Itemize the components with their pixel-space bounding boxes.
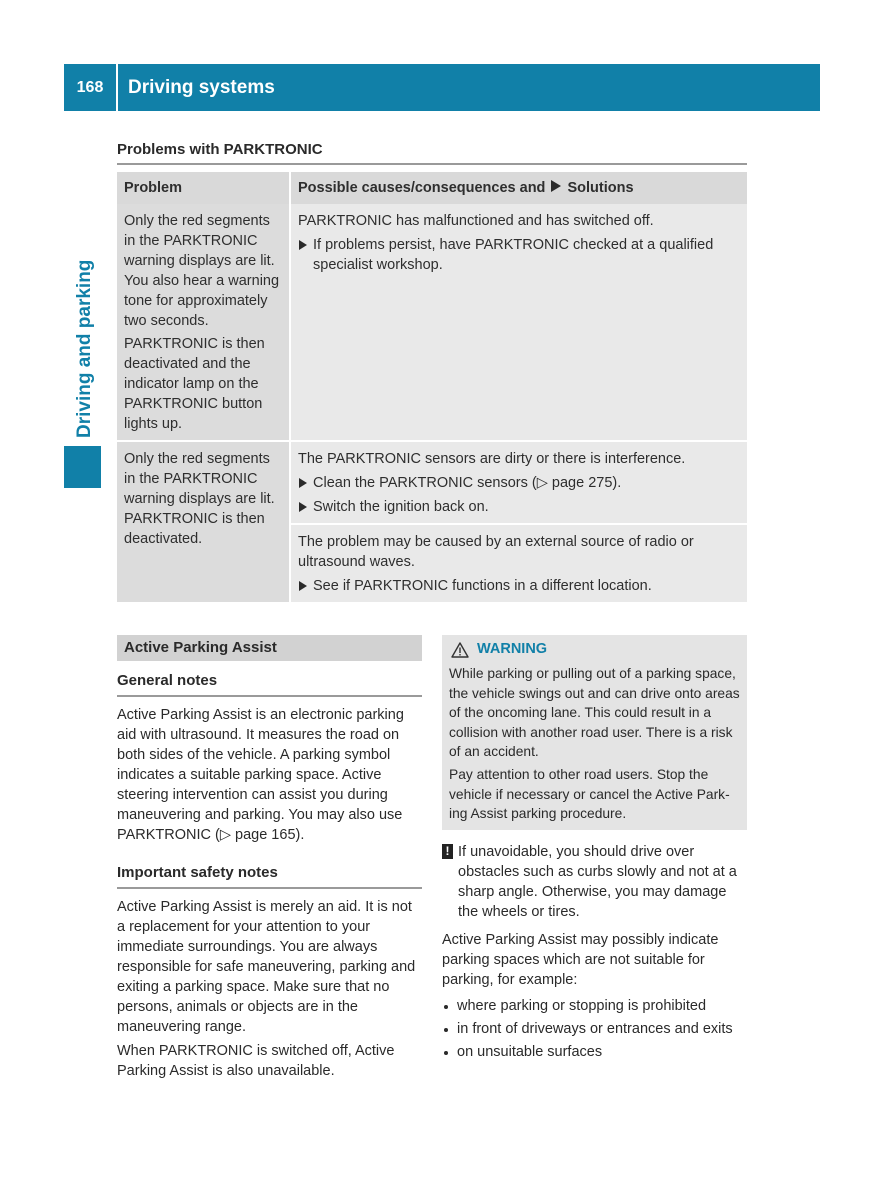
solution-cell <box>290 204 747 441</box>
list-item: on unsuitable surfaces <box>442 1042 747 1062</box>
table-row <box>117 441 747 524</box>
problem-text: Only the red segments in the PARKTRONIC warning displays are lit. You also hear a warning tone for approximately two seconds. <box>124 213 280 329</box>
page-title: Driving systems <box>128 76 275 98</box>
solution-cell <box>290 524 747 602</box>
col-problem-header: Problem <box>117 172 290 204</box>
left-column <box>117 635 422 1081</box>
warning-text: Pay attention to other road users. Stop the vehicle if necessary or cancel the Active Park-ing Assist parking procedure. <box>449 766 730 822</box>
arrow-right-icon <box>551 180 561 192</box>
solution-step <box>298 473 740 493</box>
cause-text: The problem may be caused by an external source of radio or ultrasound waves. <box>298 534 694 570</box>
step-text: Switch the ignition back on. <box>313 499 489 515</box>
col-causes-label-b: Solutions <box>567 180 634 196</box>
exclamation-icon: ! <box>442 844 453 859</box>
note-text: If unavoidable, you should drive over obstacles such as curbs slowly and not at a sharp angle. Otherwise, you may damage the wheels or tires. <box>458 843 737 920</box>
step-arrow-icon <box>299 478 307 488</box>
problem-cell <box>117 441 290 602</box>
step-text: If problems persist, have PARKTRONIC checked at a qualified specialist workshop. <box>313 237 714 273</box>
table-row <box>117 204 747 441</box>
active-parking-title: Active Parking Assist <box>117 635 422 661</box>
solution-cell <box>290 441 747 524</box>
safety-notes-title: Important safety notes <box>117 863 422 889</box>
step-arrow-icon <box>299 581 307 591</box>
solution-step <box>298 576 740 596</box>
col-causes-label-a: Possible causes/consequences and <box>298 180 546 196</box>
page-header <box>64 64 820 111</box>
right-column <box>442 635 747 1062</box>
safety-notes-text: Active Parking Assist is merely an aid. It is not a replacement for your attention to your immediate surroundings. You are always responsible for safe maneuvering, parking and exiting a parking space. Make sure that no persons, animals or objects are in the maneuvering range. <box>117 899 416 1035</box>
warning-label: WARNING <box>477 641 548 658</box>
problems-title: Problems with PARKTRONIC <box>117 141 747 165</box>
problem-text: Only the red segments in the PARKTRONIC warning displays are lit. PARKTRONIC is then deactivated. <box>124 451 275 547</box>
solution-step <box>298 497 740 517</box>
warning-header <box>449 639 740 661</box>
step-arrow-icon <box>299 240 307 250</box>
general-notes-title: General notes <box>117 671 422 697</box>
general-notes-text: Active Parking Assist is an electronic parking aid with ultrasound. It measures the road on both sides of the vehicle. A parking symbol indicates a suitable parking space. Active steering intervention can assist you during maneuvering and parking. You may also use PARKTRONIC (▷ page 165). <box>117 707 404 843</box>
page-number: 168 <box>64 64 118 111</box>
col-causes-header <box>290 172 747 204</box>
table-header-row <box>117 172 747 204</box>
solution-step <box>298 235 740 275</box>
step-arrow-icon <box>299 502 307 512</box>
step-text: Clean the PARKTRONIC sensors (▷ page 275). <box>313 475 622 491</box>
warning-text: While parking or pulling out of a parking space, the vehicle swings out and can drive onto areas of the oncoming lane. This could result in a collision with another road user. There is a risk of an accident. <box>449 666 740 760</box>
cause-text: PARKTRONIC has malfunctioned and has switched off. <box>298 213 654 229</box>
warning-triangle-icon <box>451 642 469 658</box>
problem-cell <box>117 204 290 441</box>
list-item: where parking or stopping is prohibited <box>442 996 747 1016</box>
cause-text: The PARKTRONIC sensors are dirty or there is interference. <box>298 451 686 467</box>
problem-text: PARKTRONIC is then deactivated and the indicator lamp on the PARKTRONIC button lights up. <box>124 336 265 432</box>
warning-box <box>442 635 747 830</box>
step-text: See if PARKTRONIC functions in a different location. <box>313 578 652 594</box>
safety-notes-text: When PARKTRONIC is switched off, Active Parking Assist is also unavailable. <box>117 1043 395 1079</box>
side-tab-label: Driving and parking <box>74 259 95 438</box>
side-tab-marker <box>64 446 101 488</box>
note-block <box>442 842 747 922</box>
list-item: in front of driveways or entrances and exits <box>442 1019 747 1039</box>
possibly-intro: Active Parking Assist may possibly indicate parking spaces which are not suitable for parking, for example: <box>442 931 719 988</box>
problems-table <box>117 172 747 602</box>
